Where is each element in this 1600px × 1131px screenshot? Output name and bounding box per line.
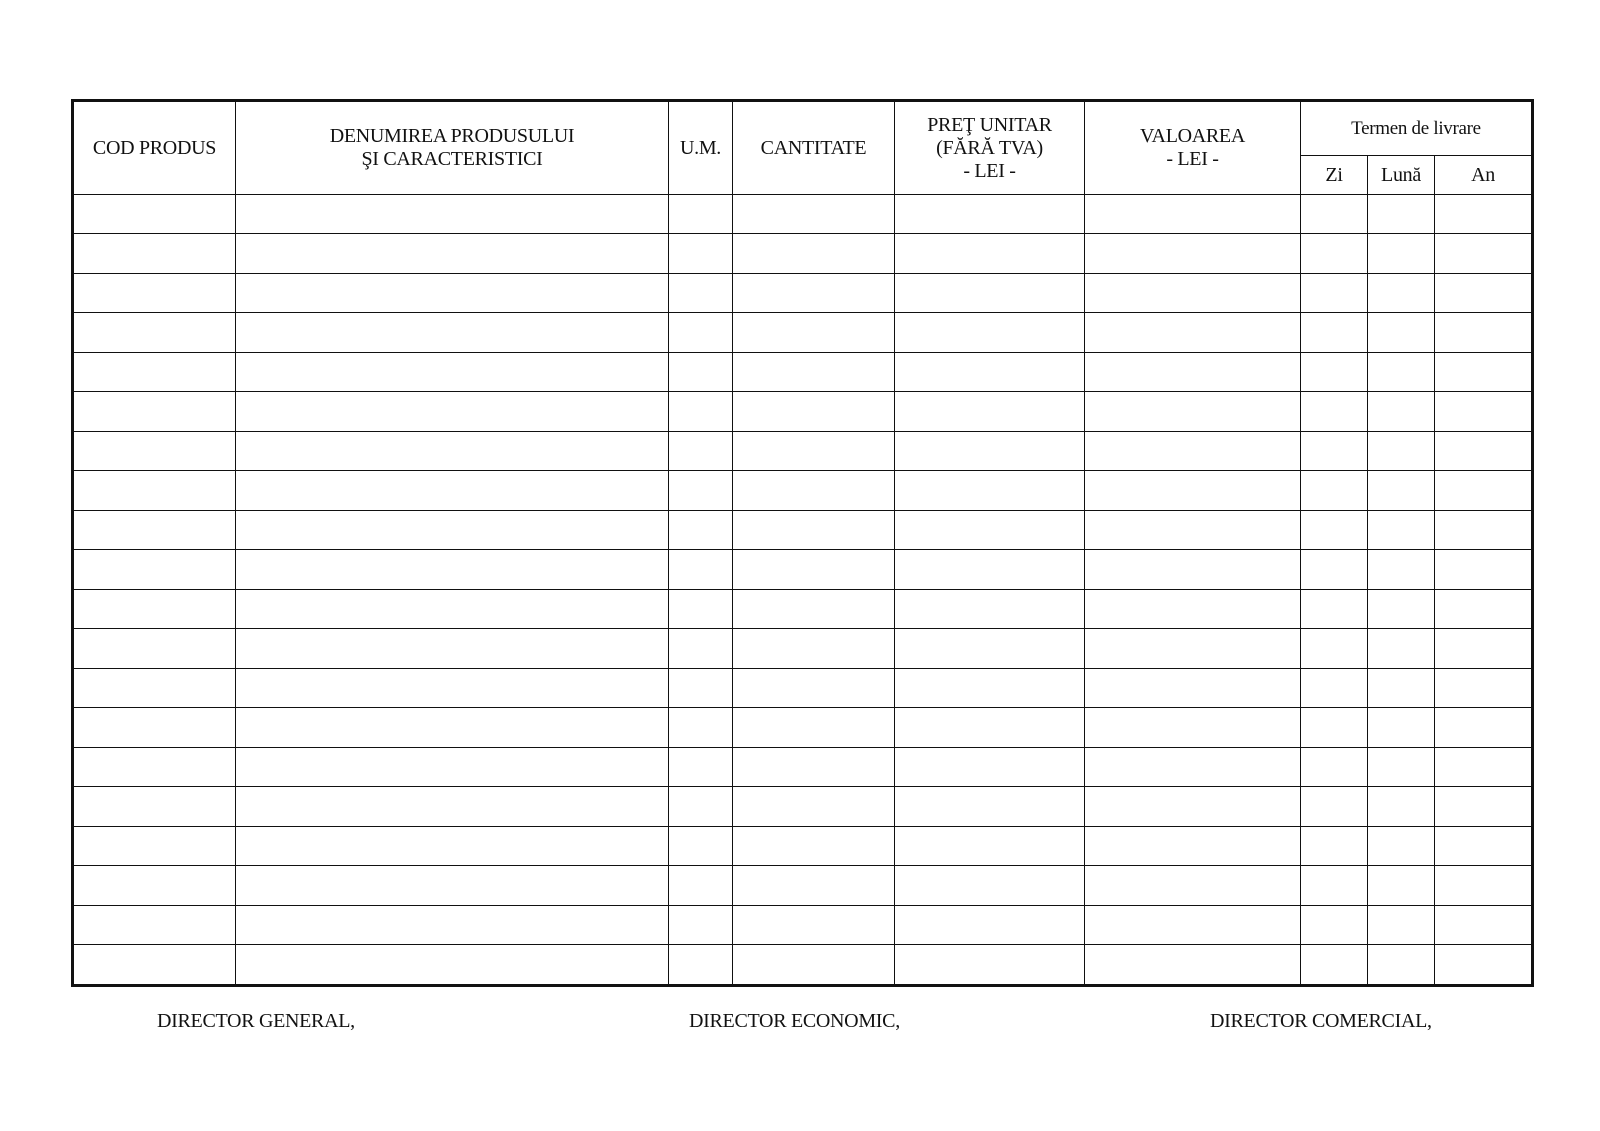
header-valoarea-label: VALOAREA - LEI -: [1139, 125, 1245, 170]
table-row: [73, 708, 1533, 747]
cell-denumire[interactable]: [236, 392, 669, 431]
table-row: [73, 510, 1533, 549]
table-row: [73, 905, 1533, 944]
table-row: [73, 787, 1533, 826]
cell-zi[interactable]: [1301, 787, 1368, 826]
cell-cod-produs[interactable]: [73, 589, 236, 628]
cell-um[interactable]: [669, 392, 733, 431]
cell-cod-produs[interactable]: [73, 352, 236, 391]
cell-cantitate[interactable]: [733, 352, 895, 391]
cell-cantitate[interactable]: [733, 945, 895, 986]
cell-an[interactable]: [1435, 234, 1533, 273]
cell-um[interactable]: [669, 471, 733, 510]
cell-um[interactable]: [669, 668, 733, 707]
cell-cod-produs[interactable]: [73, 629, 236, 668]
cell-um[interactable]: [669, 273, 733, 312]
cell-luna[interactable]: [1368, 550, 1435, 589]
cell-um[interactable]: [669, 866, 733, 905]
cell-an[interactable]: [1435, 826, 1533, 865]
cell-denumire[interactable]: [236, 510, 669, 549]
cell-cod-produs[interactable]: [73, 431, 236, 470]
cell-cantitate[interactable]: [733, 668, 895, 707]
cell-zi[interactable]: [1301, 589, 1368, 628]
cell-pret-unitar[interactable]: [895, 747, 1085, 786]
cell-cod-produs[interactable]: [73, 273, 236, 312]
cell-zi[interactable]: [1301, 866, 1368, 905]
cell-denumire[interactable]: [236, 589, 669, 628]
table-row: [73, 550, 1533, 589]
cell-cod-produs[interactable]: [73, 392, 236, 431]
cell-pret-unitar[interactable]: [895, 273, 1085, 312]
cell-valoarea[interactable]: [1085, 234, 1301, 273]
cell-zi[interactable]: [1301, 905, 1368, 944]
table-row: [73, 195, 1533, 234]
cell-um[interactable]: [669, 905, 733, 944]
cell-cantitate[interactable]: [733, 905, 895, 944]
cell-an[interactable]: [1435, 510, 1533, 549]
cell-luna[interactable]: [1368, 905, 1435, 944]
table-row: [73, 629, 1533, 668]
cell-denumire[interactable]: [236, 550, 669, 589]
cell-pret-unitar[interactable]: [895, 510, 1085, 549]
cell-pret-unitar[interactable]: [895, 352, 1085, 391]
cell-cantitate[interactable]: [733, 550, 895, 589]
cell-pret-unitar[interactable]: [895, 589, 1085, 628]
cell-an[interactable]: [1435, 629, 1533, 668]
cell-um[interactable]: [669, 234, 733, 273]
cell-valoarea[interactable]: [1085, 905, 1301, 944]
cell-zi[interactable]: [1301, 708, 1368, 747]
table-row: [73, 273, 1533, 312]
table-header: [73, 101, 1533, 195]
cell-cantitate[interactable]: [733, 313, 895, 352]
cell-luna[interactable]: [1368, 945, 1435, 986]
cell-pret-unitar[interactable]: [895, 826, 1085, 865]
cell-zi[interactable]: [1301, 510, 1368, 549]
cell-zi[interactable]: [1301, 629, 1368, 668]
cell-luna[interactable]: [1368, 708, 1435, 747]
header-zi-label: Zi: [1325, 163, 1343, 186]
header-luna-label: Lună: [1381, 163, 1421, 186]
cell-denumire[interactable]: [236, 708, 669, 747]
cell-an[interactable]: [1435, 431, 1533, 470]
cell-um[interactable]: [669, 313, 733, 352]
cell-luna[interactable]: [1368, 866, 1435, 905]
cell-um[interactable]: [669, 787, 733, 826]
signature-director-general: DIRECTOR GENERAL,: [157, 1010, 355, 1032]
cell-cod-produs[interactable]: [73, 313, 236, 352]
cell-um[interactable]: [669, 945, 733, 986]
cell-cantitate[interactable]: [733, 866, 895, 905]
cell-denumire[interactable]: [236, 787, 669, 826]
header-pret-unitar-label: PREŢ UNITAR (FĂRĂ TVA) - LEI -: [927, 113, 1052, 182]
cell-um[interactable]: [669, 589, 733, 628]
cell-cod-produs[interactable]: [73, 708, 236, 747]
signature-director-comercial: DIRECTOR COMERCIAL,: [1210, 1010, 1432, 1032]
cell-pret-unitar[interactable]: [895, 392, 1085, 431]
cell-valoarea[interactable]: [1085, 945, 1301, 986]
cell-cod-produs[interactable]: [73, 234, 236, 273]
cell-cantitate[interactable]: [733, 629, 895, 668]
cell-luna[interactable]: [1368, 668, 1435, 707]
cell-pret-unitar[interactable]: [895, 431, 1085, 470]
cell-zi[interactable]: [1301, 195, 1368, 234]
cell-cod-produs[interactable]: [73, 905, 236, 944]
header-cod-produs: [73, 101, 236, 195]
cell-pret-unitar[interactable]: [895, 313, 1085, 352]
cell-an[interactable]: [1435, 392, 1533, 431]
table-row: [73, 826, 1533, 865]
header-an: [1435, 156, 1533, 195]
table-body: [73, 195, 1533, 986]
cell-valoarea[interactable]: [1085, 313, 1301, 352]
cell-cantitate[interactable]: [733, 826, 895, 865]
cell-pret-unitar[interactable]: [895, 708, 1085, 747]
header-denumire: [236, 101, 669, 195]
cell-an[interactable]: [1435, 195, 1533, 234]
cell-valoarea[interactable]: [1085, 471, 1301, 510]
cell-cantitate[interactable]: [733, 747, 895, 786]
cell-cantitate[interactable]: [733, 471, 895, 510]
cell-valoarea[interactable]: [1085, 747, 1301, 786]
cell-zi[interactable]: [1301, 747, 1368, 786]
cell-pret-unitar[interactable]: [895, 668, 1085, 707]
cell-denumire[interactable]: [236, 273, 669, 312]
cell-denumire[interactable]: [236, 313, 669, 352]
cell-cantitate[interactable]: [733, 787, 895, 826]
cell-an[interactable]: [1435, 352, 1533, 391]
cell-denumire[interactable]: [236, 629, 669, 668]
header-valoarea: [1085, 101, 1301, 195]
cell-um[interactable]: [669, 431, 733, 470]
cell-valoarea[interactable]: [1085, 589, 1301, 628]
cell-zi[interactable]: [1301, 352, 1368, 391]
cell-valoarea[interactable]: [1085, 668, 1301, 707]
cell-denumire[interactable]: [236, 195, 669, 234]
cell-denumire[interactable]: [236, 826, 669, 865]
cell-zi[interactable]: [1301, 826, 1368, 865]
table-row: [73, 668, 1533, 707]
cell-luna[interactable]: [1368, 747, 1435, 786]
cell-denumire[interactable]: [236, 352, 669, 391]
table-row: [73, 234, 1533, 273]
cell-um[interactable]: [669, 708, 733, 747]
cell-um[interactable]: [669, 352, 733, 391]
header-cantitate-label: CANTITATE: [760, 136, 867, 159]
cell-an[interactable]: [1435, 273, 1533, 312]
cell-pret-unitar[interactable]: [895, 787, 1085, 826]
header-zi: [1301, 156, 1368, 195]
cell-valoarea[interactable]: [1085, 708, 1301, 747]
cell-pret-unitar[interactable]: [895, 471, 1085, 510]
cell-zi[interactable]: [1301, 471, 1368, 510]
cell-cod-produs[interactable]: [73, 747, 236, 786]
cell-um[interactable]: [669, 195, 733, 234]
cell-pret-unitar[interactable]: [895, 234, 1085, 273]
table-row: [73, 392, 1533, 431]
cell-um[interactable]: [669, 747, 733, 786]
cell-an[interactable]: [1435, 668, 1533, 707]
cell-cod-produs[interactable]: [73, 945, 236, 986]
cell-cantitate[interactable]: [733, 273, 895, 312]
cell-an[interactable]: [1435, 471, 1533, 510]
cell-valoarea[interactable]: [1085, 787, 1301, 826]
cell-zi[interactable]: [1301, 668, 1368, 707]
cell-cod-produs[interactable]: [73, 668, 236, 707]
table-row: [73, 313, 1533, 352]
cell-valoarea[interactable]: [1085, 866, 1301, 905]
table-row: [73, 471, 1533, 510]
cell-luna[interactable]: [1368, 826, 1435, 865]
cell-an[interactable]: [1435, 589, 1533, 628]
cell-denumire[interactable]: [236, 234, 669, 273]
cell-an[interactable]: [1435, 866, 1533, 905]
cell-zi[interactable]: [1301, 550, 1368, 589]
cell-luna[interactable]: [1368, 787, 1435, 826]
cell-luna[interactable]: [1368, 392, 1435, 431]
cell-valoarea[interactable]: [1085, 195, 1301, 234]
cell-valoarea[interactable]: [1085, 273, 1301, 312]
cell-um[interactable]: [669, 629, 733, 668]
order-form-table: [71, 99, 1534, 987]
cell-cod-produs[interactable]: [73, 787, 236, 826]
cell-denumire[interactable]: [236, 905, 669, 944]
cell-zi[interactable]: [1301, 313, 1368, 352]
cell-an[interactable]: [1435, 550, 1533, 589]
cell-cod-produs[interactable]: [73, 866, 236, 905]
cell-denumire[interactable]: [236, 668, 669, 707]
cell-cantitate[interactable]: [733, 510, 895, 549]
cell-valoarea[interactable]: [1085, 431, 1301, 470]
cell-luna[interactable]: [1368, 510, 1435, 549]
cell-luna[interactable]: [1368, 313, 1435, 352]
cell-denumire[interactable]: [236, 471, 669, 510]
cell-um[interactable]: [669, 550, 733, 589]
cell-an[interactable]: [1435, 708, 1533, 747]
header-luna: [1368, 156, 1435, 195]
header-pret-unitar: [895, 101, 1085, 195]
cell-cantitate[interactable]: [733, 431, 895, 470]
table-row: [73, 747, 1533, 786]
cell-luna[interactable]: [1368, 352, 1435, 391]
cell-valoarea[interactable]: [1085, 550, 1301, 589]
header-termen-livrare-label: Termen de livrare: [1351, 118, 1481, 139]
cell-denumire[interactable]: [236, 431, 669, 470]
header-an-label: An: [1471, 163, 1495, 186]
cell-pret-unitar[interactable]: [895, 866, 1085, 905]
cell-valoarea[interactable]: [1085, 352, 1301, 391]
cell-luna[interactable]: [1368, 273, 1435, 312]
cell-cantitate[interactable]: [733, 195, 895, 234]
cell-cod-produs[interactable]: [73, 550, 236, 589]
header-um-label: U.M.: [679, 136, 722, 159]
signature-director-economic: DIRECTOR ECONOMIC,: [689, 1010, 900, 1032]
table-row: [73, 352, 1533, 391]
cell-um[interactable]: [669, 826, 733, 865]
cell-cod-produs[interactable]: [73, 826, 236, 865]
cell-an[interactable]: [1435, 945, 1533, 986]
header-termen-livrare: [1301, 101, 1533, 156]
cell-luna[interactable]: [1368, 195, 1435, 234]
cell-pret-unitar[interactable]: [895, 195, 1085, 234]
cell-pret-unitar[interactable]: [895, 945, 1085, 986]
table-row: [73, 866, 1533, 905]
cell-cod-produs[interactable]: [73, 195, 236, 234]
cell-zi[interactable]: [1301, 234, 1368, 273]
cell-an[interactable]: [1435, 313, 1533, 352]
cell-um[interactable]: [669, 510, 733, 549]
cell-denumire[interactable]: [236, 866, 669, 905]
cell-cantitate[interactable]: [733, 392, 895, 431]
cell-cantitate[interactable]: [733, 234, 895, 273]
cell-denumire[interactable]: [236, 945, 669, 986]
cell-pret-unitar[interactable]: [895, 550, 1085, 589]
cell-valoarea[interactable]: [1085, 510, 1301, 549]
cell-valoarea[interactable]: [1085, 826, 1301, 865]
cell-an[interactable]: [1435, 747, 1533, 786]
cell-cantitate[interactable]: [733, 589, 895, 628]
cell-an[interactable]: [1435, 787, 1533, 826]
cell-denumire[interactable]: [236, 747, 669, 786]
header-cod-produs-label: COD PRODUS: [92, 136, 217, 159]
cell-zi[interactable]: [1301, 431, 1368, 470]
cell-pret-unitar[interactable]: [895, 629, 1085, 668]
cell-cod-produs[interactable]: [73, 510, 236, 549]
header-um: [669, 101, 733, 195]
cell-luna[interactable]: [1368, 589, 1435, 628]
header-cantitate: [733, 101, 895, 195]
cell-pret-unitar[interactable]: [895, 905, 1085, 944]
header-denumire-label: DENUMIREA PRODUSULUI ŞI CARACTERISTICI: [329, 125, 575, 170]
cell-luna[interactable]: [1368, 471, 1435, 510]
cell-zi[interactable]: [1301, 273, 1368, 312]
cell-zi[interactable]: [1301, 945, 1368, 986]
cell-cod-produs[interactable]: [73, 471, 236, 510]
cell-an[interactable]: [1435, 905, 1533, 944]
cell-valoarea[interactable]: [1085, 392, 1301, 431]
cell-zi[interactable]: [1301, 392, 1368, 431]
cell-luna[interactable]: [1368, 431, 1435, 470]
cell-cantitate[interactable]: [733, 708, 895, 747]
cell-valoarea[interactable]: [1085, 629, 1301, 668]
cell-luna[interactable]: [1368, 629, 1435, 668]
cell-luna[interactable]: [1368, 234, 1435, 273]
table-row: [73, 589, 1533, 628]
table-row: [73, 945, 1533, 986]
table-row: [73, 431, 1533, 470]
